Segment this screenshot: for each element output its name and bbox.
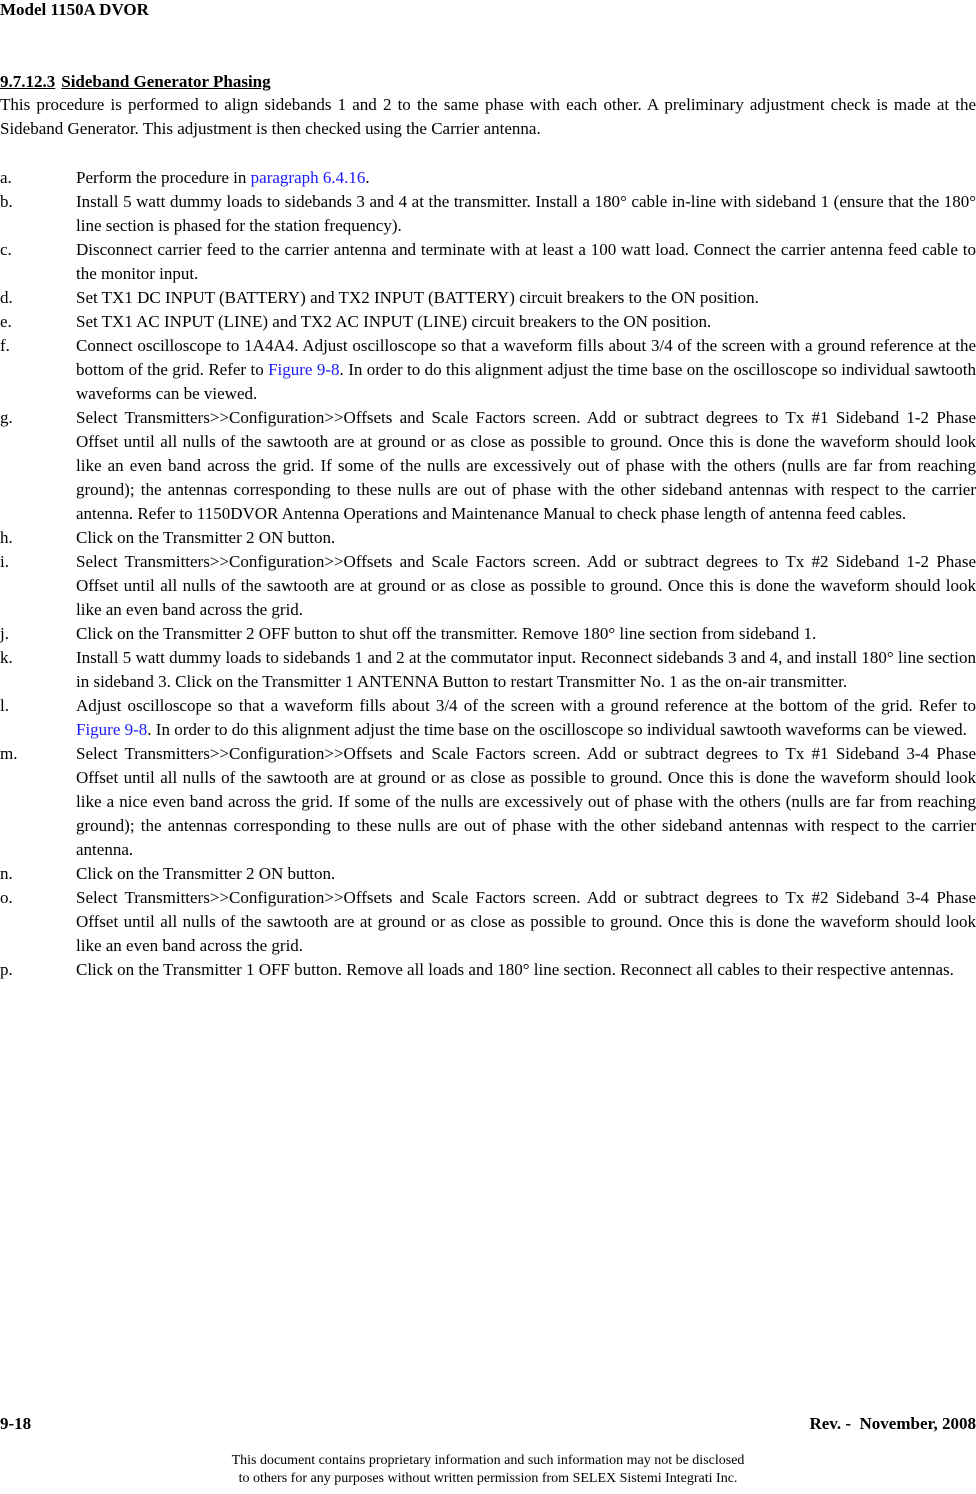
procedure-step (0, 958, 976, 982)
step-text (76, 646, 976, 694)
step-text-segment: Select Transmitters>>Configuration>>Offsets and Scale Factors screen. Add or subtract degrees to Tx #2 Sideband 3-4 Phase Offset until all nulls of the sawtooth are at ground or as close as possible to ground. Once this is done the waveform should look like an even band across the grid. (76, 888, 976, 955)
page-number: 9-18 (0, 1414, 32, 1433)
step-text-segment: Set TX1 AC INPUT (LINE) and TX2 AC INPUT (LINE) circuit breakers to the ON position. (76, 312, 712, 331)
procedure-step (0, 646, 976, 694)
step-letter: j. (0, 624, 9, 643)
procedure-step (0, 310, 976, 334)
step-text (76, 238, 976, 286)
step-letter: g. (0, 408, 13, 427)
procedure-step (0, 742, 976, 862)
step-text (76, 166, 976, 190)
procedure-step (0, 190, 976, 238)
step-text-segment: . In order to do this alignment adjust the time base on the oscilloscope so individual sawtooth waveforms can be viewed. (147, 720, 967, 739)
procedure-step (0, 622, 976, 646)
step-text-segment: Click on the Transmitter 2 ON button. (76, 528, 336, 547)
step-text-segment: Connect oscilloscope to 1A4A4. Adjust oscilloscope so that a waveform fills about 3/4 of the screen with a ground reference at the bottom of the grid. Refer to (76, 336, 976, 379)
procedure-step (0, 550, 976, 622)
step-text-segment: Disconnect carrier feed to the carrier antenna and terminate with at least a 100 watt load. Connect the carrier antenna feed cable to the monitor input. (76, 240, 976, 283)
step-letter: d. (0, 288, 13, 307)
procedure-step (0, 334, 976, 406)
step-text (76, 742, 976, 862)
procedure-step (0, 238, 976, 286)
step-letter: i. (0, 552, 9, 571)
step-text-segment: Click on the Transmitter 2 ON button. (76, 864, 336, 883)
step-text-segment: Install 5 watt dummy loads to sidebands 3 and 4 at the transmitter. Install a 180° cable in-line with sideband 1 (ensure that the 180° line section is phased for the station frequency). (76, 192, 976, 235)
step-text-segment: . (365, 168, 370, 187)
step-text-segment: Perform the procedure in (76, 168, 251, 187)
step-letter: p. (0, 960, 13, 979)
step-text (76, 886, 976, 958)
section-title: Sideband Generator Phasing (61, 72, 271, 91)
step-letter: m. (0, 744, 18, 763)
step-text-segment: . In order to do this alignment adjust the time base on the oscilloscope so individual sawtooth waveforms can be viewed. (76, 360, 976, 403)
step-text (76, 622, 976, 646)
step-text-segment: Click on the Transmitter 1 OFF button. Remove all loads and 180° line section. Reconnect all cables to their respective antennas. (76, 960, 954, 979)
step-text (76, 190, 976, 238)
step-letter: n. (0, 864, 13, 883)
proprietary-notice-line: to others for any purposes without written permission from SELEX Sistemi Integrati Inc. (238, 1471, 738, 1486)
step-text (76, 862, 976, 886)
section-number: 9.7.12.3 (0, 72, 56, 91)
step-text-segment: Select Transmitters>>Configuration>>Offsets and Scale Factors screen. Add or subtract degrees to Tx #1 Sideband 1-2 Phase Offset until all nulls of the sawtooth are at ground or as close as possible to ground. Once this is done the waveform should look like an even band across the grid. If some of the nulls are excessively out of phase with the others (nulls are far from reaching ground); the antennas corresponding to these nulls are out of phase with the other sideband antennas with respect to the carrier antenna. Refer to 1150DVOR Antenna Operations and Maintenance Manual to check phase length of antenna feed cables. (76, 408, 976, 523)
procedure-step (0, 694, 976, 742)
step-letter: k. (0, 648, 13, 667)
section-heading (0, 72, 271, 92)
step-text-segment: Set TX1 DC INPUT (BATTERY) and TX2 INPUT (BATTERY) circuit breakers to the ON position. (76, 288, 759, 307)
step-text (76, 526, 976, 550)
step-text (76, 694, 976, 742)
step-letter: l. (0, 696, 9, 715)
procedure-step (0, 862, 976, 886)
step-text (76, 958, 976, 982)
procedure-step (0, 166, 976, 190)
step-letter: b. (0, 192, 13, 211)
step-text (76, 310, 976, 334)
cross-reference-link[interactable]: Figure 9-8 (76, 720, 148, 739)
revision-date: Rev. - November, 2008 (809, 1414, 976, 1433)
procedure-steps-list (0, 166, 976, 982)
step-text-segment: Click on the Transmitter 2 OFF button to shut off the transmitter. Remove 180° line section from sideband 1. (76, 624, 817, 643)
proprietary-notice (0, 1452, 976, 1488)
intro-paragraph: This procedure is performed to align sidebands 1 and 2 to the same phase with each other. A preliminary adjustment check is made at the Sideband Generator. This adjustment is then checked using the Carrier antenna. (0, 95, 976, 138)
step-letter: a. (0, 168, 12, 187)
procedure-step (0, 286, 976, 310)
step-letter: h. (0, 528, 13, 547)
step-letter: c. (0, 240, 12, 259)
step-text (76, 406, 976, 526)
step-text-segment: Adjust oscilloscope so that a waveform fills about 3/4 of the screen with a ground reference at the bottom of the grid. Refer to (76, 696, 976, 715)
step-letter: e. (0, 312, 12, 331)
procedure-step (0, 886, 976, 958)
cross-reference-link[interactable]: Figure 9-8 (268, 360, 340, 379)
step-text (76, 550, 976, 622)
proprietary-notice-line: This document contains proprietary information and such information may not be disclosed (231, 1453, 745, 1468)
cross-reference-link[interactable]: paragraph 6.4.16 (250, 168, 366, 187)
step-text-segment: Select Transmitters>>Configuration>>Offsets and Scale Factors screen. Add or subtract degrees to Tx #2 Sideband 1-2 Phase Offset until all nulls of the sawtooth are at ground or as close as possible to ground. Once this is done the waveform should look like an even band across the grid. (76, 552, 976, 619)
procedure-step (0, 526, 976, 550)
step-text-segment: Install 5 watt dummy loads to sidebands 1 and 2 at the commutator input. Reconnect sidebands 3 and 4, and install 180° line section in sideband 3. Click on the Transmitter 1 ANTENNA Button to restart Transmitter No. 1 as the on-air transmitter. (76, 648, 976, 691)
procedure-step (0, 406, 976, 526)
step-letter: f. (0, 336, 10, 355)
page-header-title: Model 1150A DVOR (0, 0, 149, 19)
step-letter: o. (0, 888, 13, 907)
step-text (76, 334, 976, 406)
step-text (76, 286, 976, 310)
step-text-segment: Select Transmitters>>Configuration>>Offsets and Scale Factors screen. Add or subtract degrees to Tx #1 Sideband 3-4 Phase Offset until all nulls of the sawtooth are at ground or as close as possible to ground. Once this is done the waveform should look like a nice even band across the grid. If some of the nulls are excessively out of phase with the others (nulls are far from reaching ground); the antennas corresponding to these nulls are out of phase with the other sideband antennas with respect to the carrier antenna. (76, 744, 976, 859)
